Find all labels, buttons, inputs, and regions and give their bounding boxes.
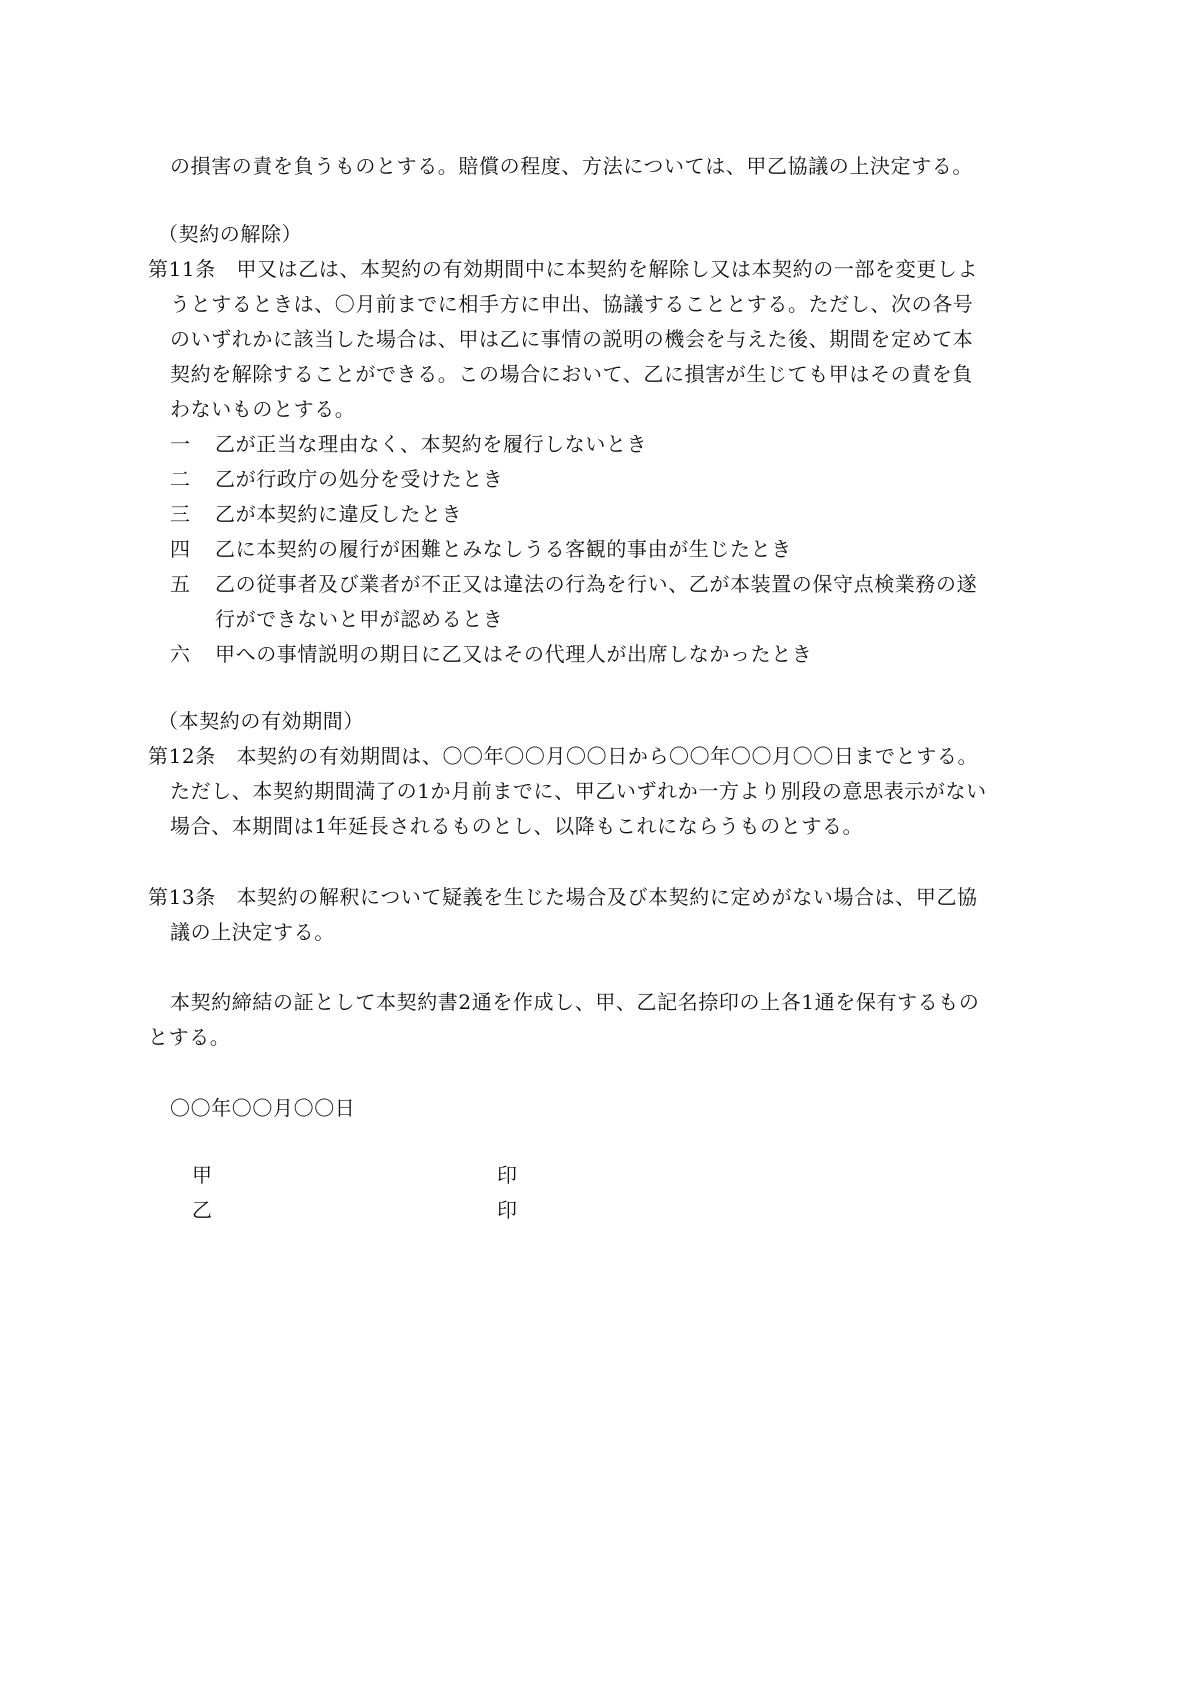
- closing-line: 本契約締結の証として本契約書2通を作成し、甲、乙記名捺印の上各1通を保有するもの: [170, 990, 980, 1014]
- signature-party-ko: 甲: [192, 1163, 212, 1187]
- article-13-line: 第13条 本契約の解釈について疑義を生じた場合及び本契約に定めがない場合は、甲乙協: [148, 885, 978, 909]
- seal-mark: 印: [497, 1198, 517, 1222]
- article-11-heading: （契約の解除）: [158, 222, 303, 246]
- article-11-line: 契約を解除することができる。この場合において、乙に損害が生じても甲はその責を負: [170, 362, 973, 386]
- list-item-text: 乙が本契約に違反したとき: [215, 502, 463, 526]
- continuation-text: の損害の責を負うものとする。賠償の程度、方法については、甲乙協議の上決定する。: [170, 154, 973, 178]
- article-11-line: うとするときは、〇月前までに相手方に申出、協議することとする。ただし、次の各号: [170, 292, 974, 316]
- closing-line: とする。: [148, 1025, 231, 1049]
- article-12-heading: （本契約の有効期間）: [158, 709, 364, 733]
- list-item-number: 六: [170, 642, 191, 666]
- list-item-text: 乙の従事者及び業者が不正又は違法の行為を行い、乙が本装置の保守点検業務の遂: [215, 572, 978, 596]
- article-11-line: わないものとする。: [170, 397, 356, 421]
- list-item-number: 五: [170, 572, 191, 596]
- article-11-line: のいずれかに該当した場合は、甲は乙に事情の説明の機会を与えた後、期間を定めて本: [170, 327, 974, 351]
- list-item-text: 乙が行政庁の処分を受けたとき: [215, 467, 504, 491]
- list-item-text: 乙が正当な理由なく、本契約を履行しないとき: [215, 432, 648, 456]
- article-12-line: 場合、本期間は1年延長されるものとし、以降もこれにならうものとする。: [170, 814, 864, 838]
- list-item-continuation: 行ができないと甲が認めるとき: [215, 607, 504, 631]
- list-item-number: 三: [170, 502, 191, 526]
- list-item-number: 一: [170, 432, 191, 456]
- contract-date: 〇〇年〇〇月〇〇日: [170, 1096, 356, 1120]
- article-12-line: ただし、本契約期間満了の1か月前までに、甲乙いずれか一方より別段の意思表示がない: [170, 779, 987, 803]
- article-13-line: 議の上決定する。: [170, 920, 335, 944]
- article-12-line: 第12条 本契約の有効期間は、〇〇年〇〇月〇〇日から〇〇年〇〇月〇〇日までとする。: [148, 744, 979, 768]
- seal-mark: 印: [497, 1163, 517, 1187]
- list-item-number: 二: [170, 467, 191, 491]
- list-item-text: 乙に本契約の履行が困難とみなしうる客観的事由が生じたとき: [215, 537, 792, 561]
- article-11-line: 第11条 甲又は乙は、本契約の有効期間中に本契約を解除し又は本契約の一部を変更しよ: [148, 257, 979, 281]
- signature-party-otsu: 乙: [192, 1198, 212, 1222]
- list-item-text: 甲への事情説明の期日に乙又はその代理人が出席しなかったとき: [215, 642, 813, 666]
- list-item-number: 四: [170, 537, 191, 561]
